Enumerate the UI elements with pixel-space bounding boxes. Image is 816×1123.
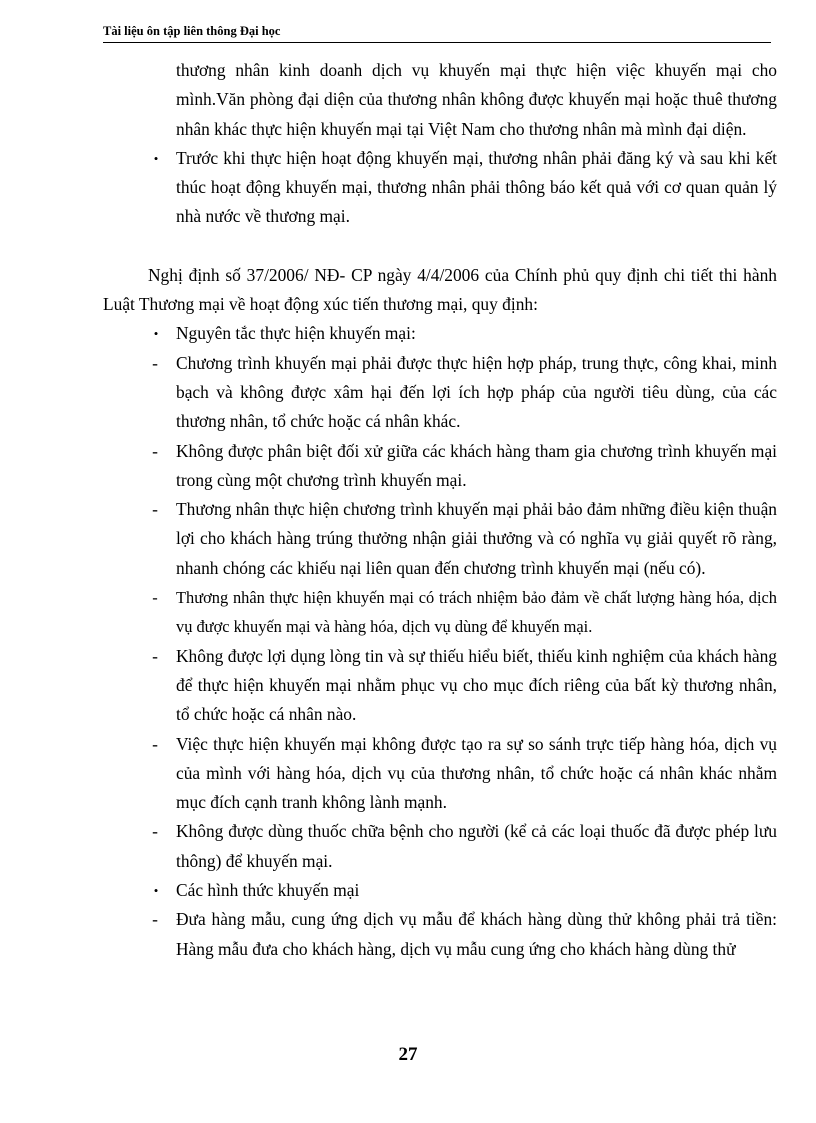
decree-paragraph: Nghị định số 37/2006/ NĐ- CP ngày 4/4/2006 của Chính phủ quy định chi tiết thi hành Luật Thương mại về hoạt động xúc tiến thương mại, quy định: (103, 264, 777, 315)
dash-item (152, 642, 777, 730)
bullet-item (153, 319, 777, 348)
dash-marker: - (152, 733, 158, 754)
document-body (103, 56, 777, 964)
dash-marker: - (152, 909, 158, 930)
dash-item (152, 817, 777, 876)
bullet-item (153, 876, 777, 905)
dash-item (152, 349, 777, 437)
dash-item (152, 437, 777, 496)
dash-text: Đưa hàng mẫu, cung ứng dịch vụ mẫu để khách hàng dùng thử không phải trả tiền: Hàng mẫu đưa cho khách hàng, dịch vụ mẫu cung ứng cho khách hàng dùng thử (176, 909, 777, 959)
paragraph-gap (103, 232, 777, 261)
dash-text: Thương nhân thực hiện khuyến mại có trách nhiệm bảo đảm về chất lượng hàng hóa, dịch vụ được khuyến mại và hàng hóa, dịch vụ dùng để khuyến mại. (176, 588, 777, 637)
dash-item (152, 495, 777, 583)
bullet-text: Nguyên tắc thực hiện khuyến mại: (176, 323, 416, 344)
dash-item (152, 905, 777, 964)
dash-text: Không được dùng thuốc chữa bệnh cho người (kể cả các loại thuốc đã được phép lưu thông) để khuyến mại. (176, 821, 777, 871)
page-number: 27 (398, 1044, 418, 1065)
page-header (103, 22, 771, 43)
bullet-text: Các hình thức khuyến mại (176, 880, 360, 901)
dash-marker: - (152, 588, 158, 608)
bullet-item (153, 144, 777, 232)
dash-text: Không được phân biệt đối xử giữa các khách hàng tham gia chương trình khuyến mại trong cùng một chương trình khuyến mại. (176, 440, 777, 490)
dash-marker: - (152, 352, 158, 373)
dash-item (152, 583, 777, 642)
dash-marker: - (152, 821, 158, 842)
dash-marker: - (152, 440, 158, 461)
header-title: Tài liệu ôn tập liên thông Đại học (103, 24, 281, 38)
bullet-marker: • (153, 150, 159, 166)
bullet-marker: • (153, 883, 159, 899)
continuation-paragraph: thương nhân kinh doanh dịch vụ khuyến mại thực hiện việc khuyến mại cho mình.Văn phòng đại diện của thương nhân không được khuyến mại hoặc thuê thương nhân khác thực hiện khuyến mại tại Việt Nam cho thương nhân mà mình đại diện. (176, 60, 777, 139)
dash-text: Không được lợi dụng lòng tin và sự thiếu hiểu biết, thiếu kinh nghiệm của khách hàng để thực hiện khuyến mại nhằm phục vụ cho mục đích riêng của bất kỳ thương nhân, tổ chức hoặc cá nhân nào. (176, 645, 777, 725)
dash-text: Việc thực hiện khuyến mại không được tạo ra sự so sánh trực tiếp hàng hóa, dịch vụ của mình với hàng hóa, dịch vụ của thương nhân, tổ chức hoặc cá nhân khác nhằm mục đích cạnh tranh không lành mạnh. (176, 733, 777, 813)
dash-marker: - (152, 499, 158, 520)
dash-text: Thương nhân thực hiện chương trình khuyến mại phải bảo đảm những điều kiện thuận lợi cho khách hàng trúng thưởng nhận giải thưởng và có nghĩa vụ giải quyết rõ ràng, nhanh chóng các khiếu nại liên quan đến chương trình khuyến mại (nếu có). (176, 499, 777, 578)
dash-text: Chương trình khuyến mại phải được thực hiện hợp pháp, trung thực, công khai, minh bạch và không được xâm hại đến lợi ích hợp pháp của người tiêu dùng, của các thương nhân, tổ chức hoặc cá nhân khác. (176, 352, 777, 432)
bullet-text: Trước khi thực hiện hoạt động khuyến mại, thương nhân phải đăng ký và sau khi kết thúc hoạt động khuyến mại, thương nhân phải thông báo kết quả với cơ quan quản lý nhà nước về thương mại. (176, 147, 777, 227)
dash-item (152, 730, 777, 818)
dash-marker: - (152, 645, 158, 666)
bullet-marker: • (153, 326, 159, 342)
